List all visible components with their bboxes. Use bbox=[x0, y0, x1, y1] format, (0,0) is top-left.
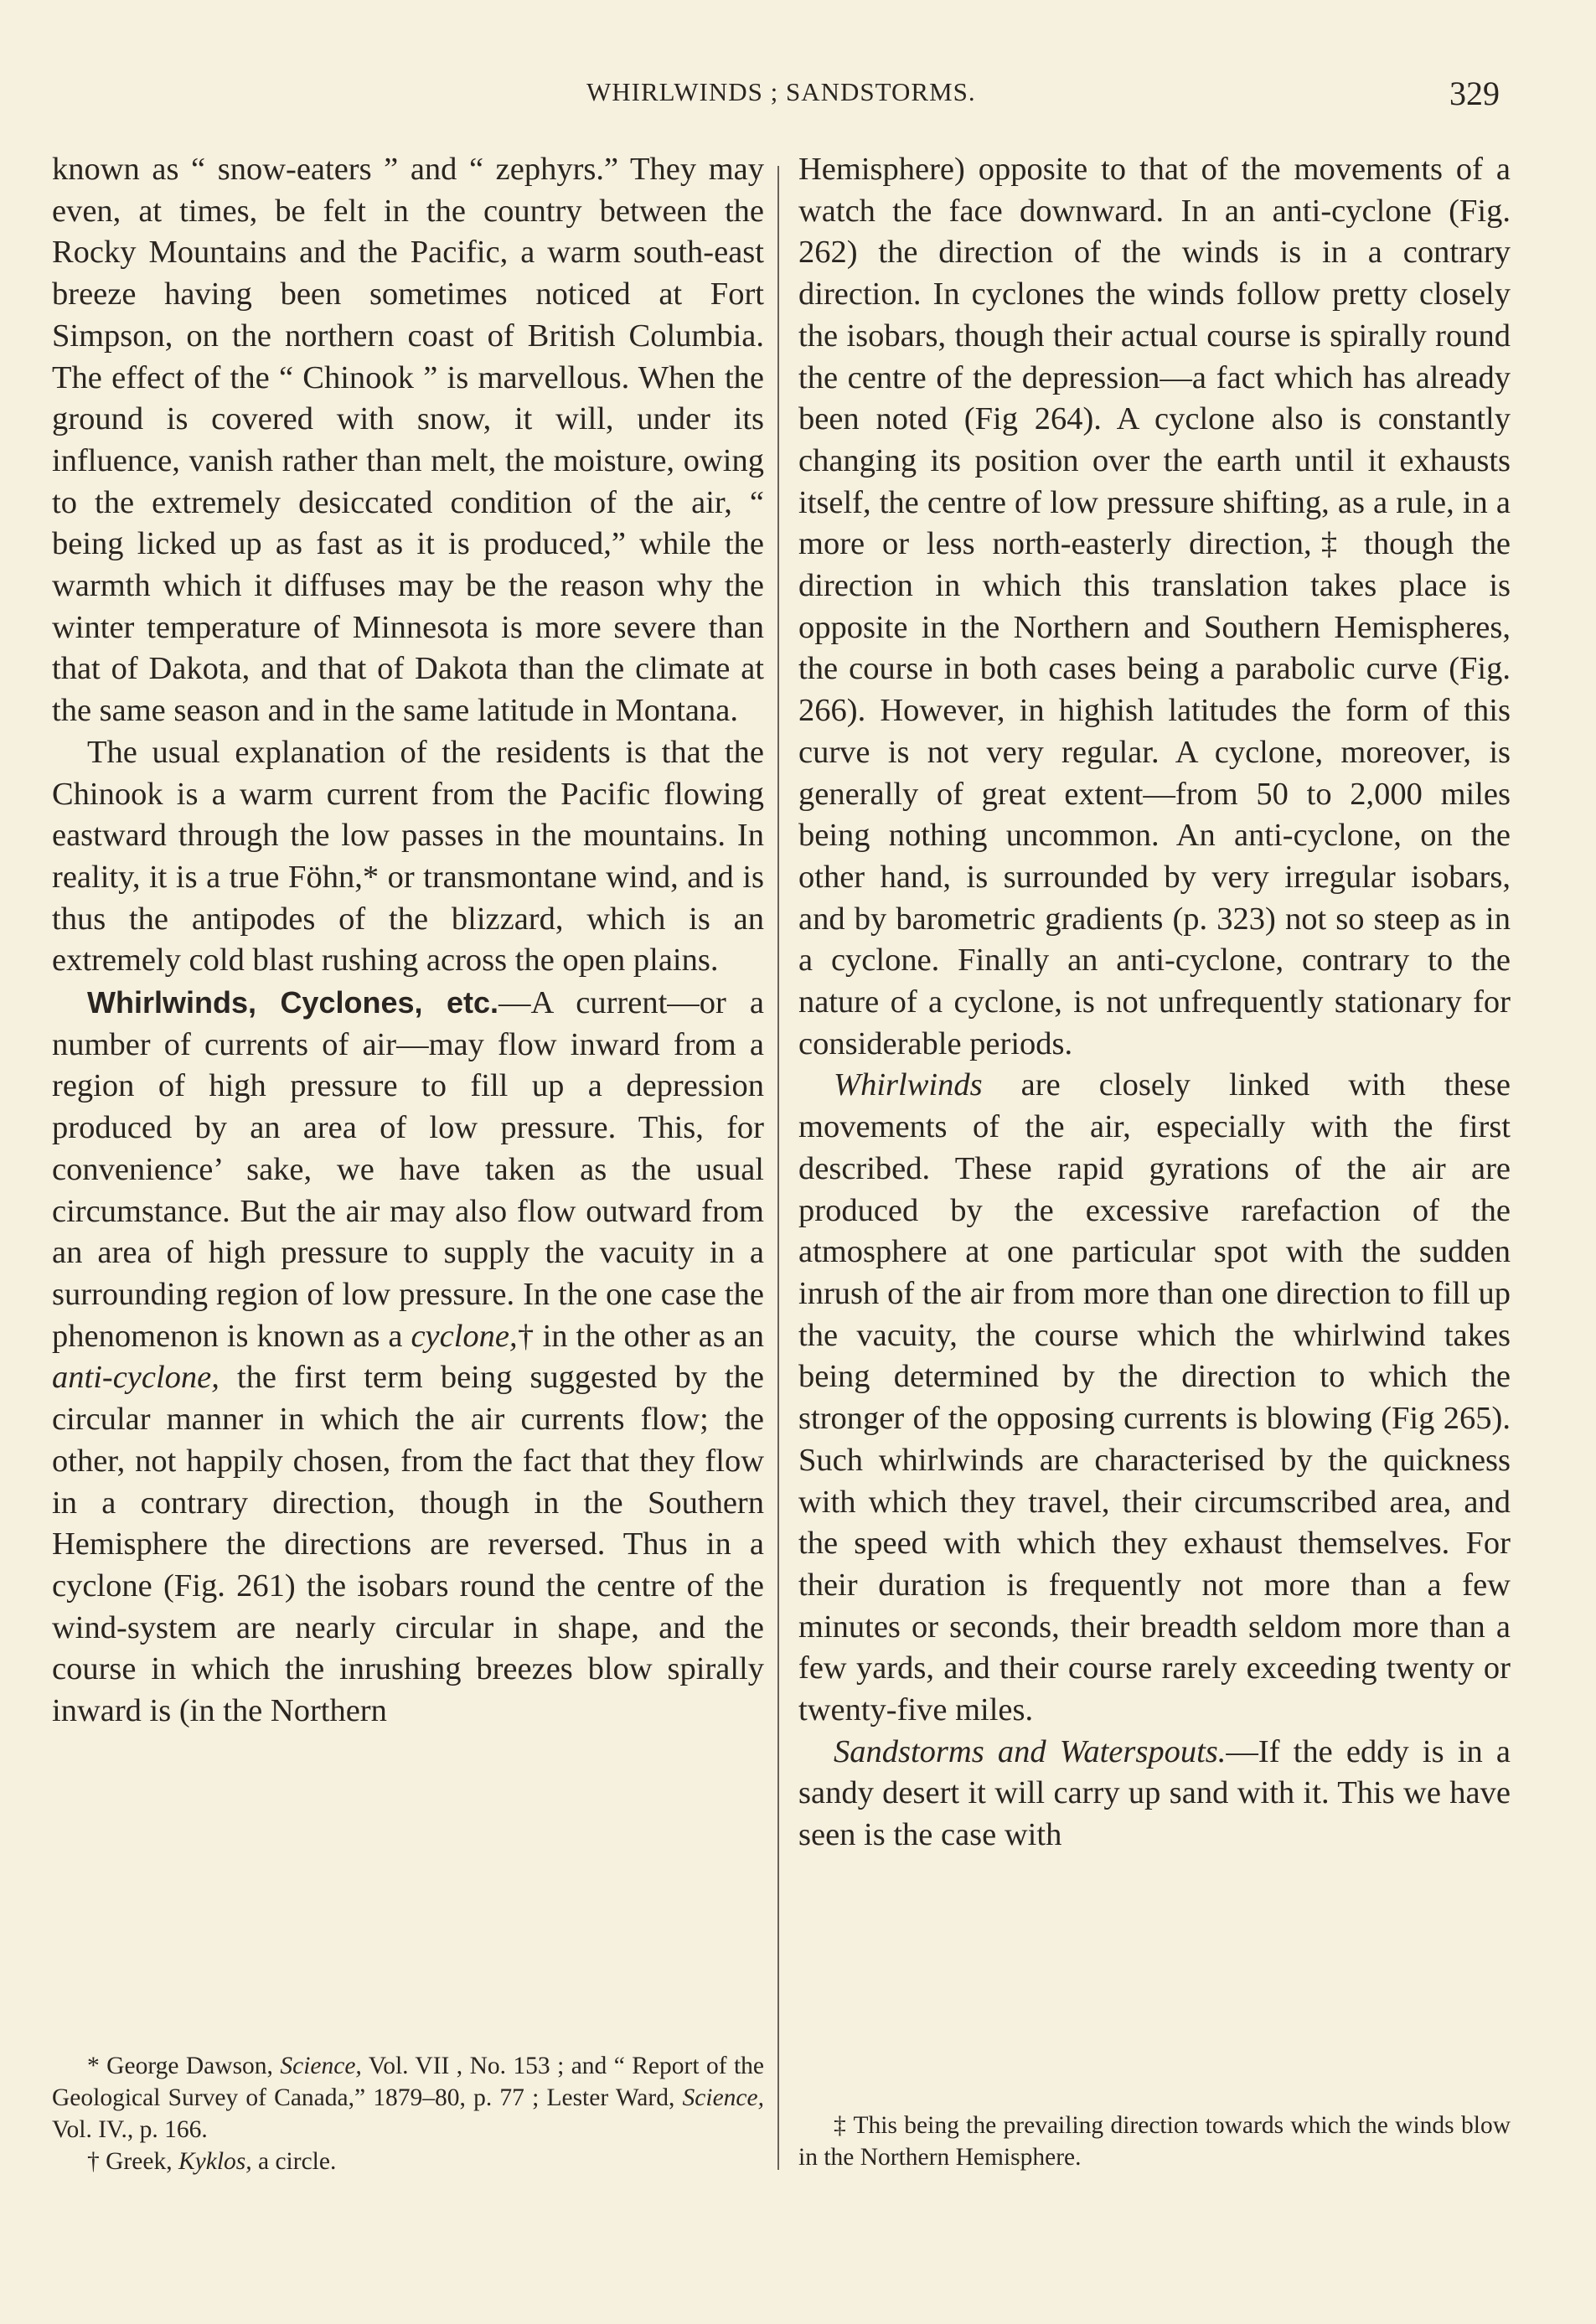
subheading-sandstorms-waterspouts: Sandstorms and Waterspouts. bbox=[834, 1733, 1227, 1769]
paragraph-text: the first term being suggested by the circular manner in which the air currents flow; the other, not happily chosen, from the fact that they flow in a contrary direction, though in the Southern Hemisphere the directions are reversed. Thus in a cyclone (Fig. 261) the isobars round the centre of the wind-system are nearly circular in shape, and the course in which the inrushing breezes blow spirally inward is (in the Northern bbox=[52, 1360, 764, 1729]
footnote-text: † Greek, bbox=[87, 2148, 178, 2175]
right-column bbox=[798, 149, 1511, 1857]
paragraph-text: † in the other as an bbox=[517, 1318, 765, 1354]
term-whirlwinds: Whirlwinds bbox=[834, 1067, 983, 1103]
paragraph-text: —A current—or a number of currents of air—may flow inward from a region of high pressure to fill up a depression produced by an area of low pressure. This, for convenience’ sake, we have taken as the usual circumstance. But the air may also flow outward from an area of high pressure to supply the vacuity in a surrounding region of low pressure. In the one case the phenomenon is known as a bbox=[52, 985, 764, 1354]
page-number: 329 bbox=[1449, 75, 1500, 112]
paragraph-text: Hemisphere) opposite to that of the movements of a watch the face downward. In an anti-cyclone (Fig. 262) the direction of the winds is in a contrary direction. In cyclones the winds follow pretty closely the isobars, though their actual course is spirally round the centre of the depression—a fact which has already been noted (Fig 264). A cyclone also is constantly changing its position over the earth until it exhausts itself, the centre of low pressure shifting, as a rule, in a more or less north-easterly direction,‡ though the direction in which this translation takes place is opposite in the Northern and Southern Hemispheres, the course in both cases being a parabolic curve (Fig. 266). However, in highish latitudes the form of this curve is not very regular. A cyclone, moreover, is generally of great extent—from 50 to 2,000 miles being nothing uncommon. An anti-cyclone, on the other hand, is surrounded by very irregular isobars, and by barometric gradients (p. 323) not so steep as in a cyclone. Finally an anti-cyclone, contrary to the nature of a cyclone, is not unfrequently stationary for considerable periods. bbox=[798, 152, 1511, 1061]
footnote-text: Vol. VII , No. 153 ; and “ Report of the Geological Survey of Canada,” 1879–80, p. 77 ; Lester Ward, bbox=[52, 2053, 764, 2111]
paragraph-chinook-explanation bbox=[52, 732, 764, 982]
greek-term: Kyklos, bbox=[178, 2148, 252, 2175]
paragraph-cyclone-movement bbox=[798, 149, 1511, 1065]
footnote-text: ‡ This being the prevailing direction towards which the winds blow in the Northern Hemisphere. bbox=[798, 2112, 1511, 2171]
paragraph-text: —If the eddy is in a sandy desert it will carry up sand with it. This we have seen is the case with bbox=[798, 1733, 1511, 1853]
running-title: WHIRLWINDS ; SANDSTORMS. bbox=[586, 77, 976, 106]
footnote-text: a circle. bbox=[251, 2148, 337, 2175]
footnote-text: Vol. IV., p. 166. bbox=[52, 2116, 208, 2143]
paragraph-text: known as “ snow-eaters ” and “ zephyrs.” They may even, at times, be felt in the country between the Rocky Mountains and the Pacific, a warm south-east breeze having been sometimes noticed at Fort Simpson, on the northern coast of British Columbia. The effect of the “ Chinook ” is marvellous. When the ground is covered with snow, it will, under its influence, vanish rather than melt, the moisture, owing to the extremely desiccated condition of the air, “ being licked up as fast as it is produced,” while the warmth which it diffuses may be the reason why the winter temperature of Minnesota is more severe than that of Dakota, and that of Dakota than the climate at the same season and in the same latitude in Montana. bbox=[52, 152, 764, 729]
paragraph-whirlwinds-cyclones bbox=[52, 982, 764, 1733]
column-divider bbox=[777, 166, 779, 2170]
journal-title: Science, bbox=[280, 2053, 362, 2079]
term-anti-cyclone: anti-cyclone, bbox=[52, 1360, 220, 1396]
footnotes-right bbox=[798, 2110, 1511, 2173]
footnote-dawson bbox=[52, 2050, 764, 2146]
term-cyclone: cyclone, bbox=[411, 1318, 518, 1354]
left-column bbox=[52, 149, 764, 1733]
footnote-prevailing-direction bbox=[798, 2110, 1511, 2173]
paragraph-chinook-effect bbox=[52, 149, 764, 732]
footnotes-left bbox=[52, 2050, 764, 2177]
paragraph-whirlwinds bbox=[798, 1065, 1511, 1731]
footnote-kyklos bbox=[52, 2146, 764, 2177]
paragraph-text: are closely linked with these movements of the air, especially with the first described. These rapid gyrations of the air are produced by the excessive rarefaction of the atmosphere at one particular spot with the sudden inrush of the air from more than one direction to fill up the vacuity, the course which the whirlwind takes being determined by the direction to which the stronger of the opposing currents is blowing (Fig 265). Such whirlwinds are characterised by the quickness with which they travel, their circumscribed area, and the speed with which they exhaust themselves. For their duration is frequently not more than a few minutes or seconds, their breadth seldom more than a few yards, and their course rarely exceeding twenty or twenty-five miles. bbox=[798, 1067, 1511, 1728]
section-heading: Whirlwinds, Cyclones, etc. bbox=[87, 985, 498, 1020]
paragraph-sandstorms bbox=[798, 1732, 1511, 1857]
journal-title: Science, bbox=[682, 2084, 764, 2111]
running-head bbox=[0, 77, 1596, 119]
footnote-text: * George Dawson, bbox=[87, 2053, 281, 2079]
paragraph-text: The usual explanation of the residents is that the Chinook is a warm current from the Pacific flowing eastward through the low passes in the mountains. In reality, it is a true Föhn,* or transmontane wind, and is thus the antipodes of the blizzard, which is an extremely cold blast rushing across the open plains. bbox=[52, 734, 764, 979]
